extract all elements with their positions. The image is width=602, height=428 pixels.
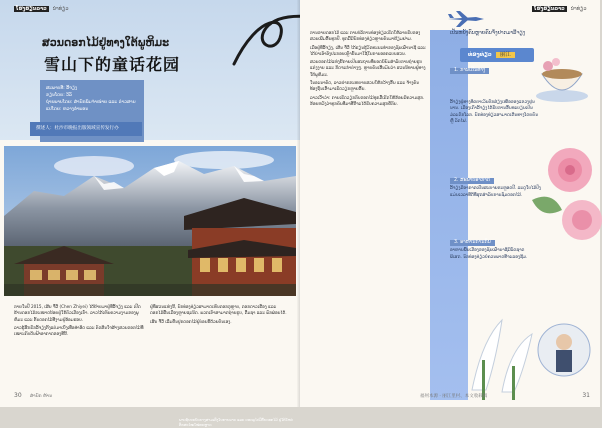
paragraph: ໃນອະນາຄົດ, ລາວຢາກຂະຫຍາຍສວນໃຫ້ກວ້າງຂຶ້ນ ແລະ ຈ້າງຄົນທ້ອງຖິ່ນເຂົ້າມາເຮັດວຽກຫຼາຍຂຶ້ນ. (310, 80, 419, 92)
sidebar-item-heading: 2. ສະພາບອາກາດ (450, 178, 494, 184)
info-translator: ແປໂດຍ: ຫວາງອຳພອນ (46, 107, 89, 112)
sidebar-heading: ເປັນຫຍັງຄົນຫຼາຍຄົນຈຶ່ງຢາກມາລີ້ຈຽງ (450, 30, 526, 36)
sidebar-item-text: ລີ້ຈຽງມີອາກາດເຢັນສະບາຍຕະຫຼອດປີ. ລະດູໃບໄມ້ປົ່ງແມ່ນເວລາທີ່ດີທີ່ສຸດສຳລັບການຊົມດອກໄມ້. (450, 186, 541, 198)
paragraph: ການຂາຍດອກໄມ້ ແລະ ການບໍລິການທ່ອງທ່ຽວເຮັດໃຫ້ລາຍຮັບຂອງສວນເພີ່ມຂຶ້ນທຸກປີ. ທຸກມື້ມີນັກທ່ອງທ່ຽວຫຼາຍຄົນມາຢ້ຽມຢາມ. (310, 30, 421, 42)
sidebar-tag-city: 丽江 (496, 52, 515, 58)
paragraph: ລາວຮູ້ສຶກຮັກລີ້ຈຽງຕັ້ງແຕ່ມາເບິ່ງເທື່ອທຳອິດ ແລະ ຕັດສິນໃຈສ້າງສວນດອກໄມ້ທີ່ເໝາະກັບດິນຟ້າອາກາດຂອງທີ່ນີ້. (14, 324, 144, 337)
info-photographer: ຖ່າຍພາບໂດຍ: ສຳນັກພິມຈຳໜ່າຍ ແລະ ຂ່າວສານ (46, 100, 136, 105)
paragraph: ລາວເວົ້າວ່າ: ການເຮັດວຽກກັບດອກໄມ້ທຸກມື້ເຮັດໃຫ້ຂ້ອຍມີຄວາມສຸກ. ຂ້ອຍຫວັງວ່າທຸກຄົນທີ່ມາທີ່ນີ້ຈະໄດ້ຮັບຄວາມສຸກຄືກັນ. (310, 94, 425, 106)
page-number-left: 30 (14, 392, 22, 399)
right-column-main (310, 30, 428, 109)
sidebar-item-body (450, 100, 542, 125)
paragraph: ເມື່ອຢູ່ທີ່ລີ້ຈຽງ, ເສີນ ຈື່ວີ່ ໄດ້ຮຽນຮູ້ວັດທະນະທຳຂອງຊົນເຜົ່ານາຊີ ແລະ ໄດ້ນຳເອົາອົງປະກອບເຫຼົ່ານັ້ນມາໃຊ້ໃນການອອກແບບສວນ. (310, 44, 426, 56)
sidebar-tag (460, 48, 534, 62)
footer-right: 福州本源 · 丽江里村、本文收载稿 (420, 394, 488, 399)
photo-caption: ພາບຊົນນະບົດນາງສາມເຄິ່ງໃນການລາຍ ແລະ ຍອດພູໄປມີຕົ້ນດອກໄມ້ ຢູ່ໃກ້ໃຫຍ່ ຕຶກສະໄໝໃໝ່ຕະຫຼາດ (179, 418, 293, 427)
sidebar-item (450, 240, 534, 261)
sidebar-item-text: ລີ້ຈຽງຢູ່ທາງທິດຕາເວັນຕົກສ່ຽງເໜືອຂອງແຂວງຢຸນນານ. ເມືອງເກົ່າລີ້ຈຽງໄດ້ຮັບການຂຶ້ນທະບຽນເປັນມໍລະດົກໂລກ. ນັກທ່ອງທ່ຽວສາມາດເດີນທາງໂດຍຍົນ ຫຼື ລົດໄຟ. (450, 100, 539, 124)
magazine-mark: ໂຮງຮຽນລາວ (16, 6, 47, 12)
sidebar-intro (450, 30, 570, 36)
paragraph: ສວນດອກໄມ້ແຫ່ງນີ້ກາຍເປັນສະຖານທີ່ຍອດນິຍົມສຳລັບການຖ່າຍຮູບແຕ່ງງານ ແລະ ກິດຈະກຳຕ່າງໆ. ຫຼາຍຄົນເອີ້ນມັນວ່າ ສວນນິທານຢູ່ທາງໃຕ້ພູຫິມະ. (310, 59, 426, 77)
paragraph: ຢູ່ທີ່ສວນແຫ່ງນີ້, ນັກທ່ອງທ່ຽວສາມາດເຫັນດອກກຸຫຼາບ, ດອກດາວເຮືອງ ແລະ ດອກໄມ້ພື້ນເມືອງຫຼາຍຊະນິດ. ພວກເຂົາສາມາດຖ່າຍຮູບ, ດື່ມຊາ ແລະ ພັກຜ່ອນໄດ້. (150, 304, 287, 316)
info-location: ສະພາບທີ່: ລີ້ຈຽງ (46, 86, 78, 91)
paragraph: ເສີນ ຈື່ວີ່ ເລີ່ມຕົ້ນປູກດອກໄມ້ຢູ່ບ່ອນນີ້ດ້ວຍຕົນເອງ. (150, 318, 232, 324)
footer-left: ສຳນັກ ຫ້ານ (30, 394, 53, 399)
page-number-right: 31 (582, 392, 590, 399)
left-column-2 (150, 304, 288, 327)
rose-flowers-icon (532, 140, 600, 250)
article-title-cn: 雪山下的童话花园 (44, 55, 181, 74)
airplane-icon (446, 10, 486, 28)
calla-lily-photo-icon (462, 300, 602, 400)
left-page-header (14, 6, 68, 12)
left-column-1 (14, 304, 144, 339)
teacup-icon (532, 56, 592, 106)
info-author: ຂຽນໂດຍ: ວິລ໌ (46, 93, 72, 98)
sidebar-tag-label: ທ່ອງທ່ຽວ (468, 52, 492, 58)
section-label: ນຳທ່ຽວ (570, 6, 587, 12)
section-label: ນຳທ່ຽວ (52, 6, 69, 12)
sidebar-item (450, 178, 542, 199)
sidebar-item-text: ອາຫານພື້ນເມືອງຂອງຊົນເຜົ່ານາຊີມີລົດຊາດພິເສດ. ນັກທ່ອງທ່ຽວບໍ່ຄວນພາດທີ່ຈະລອງຊີມ. (450, 248, 528, 260)
paragraph: ກາຍໃນປີ 2015, ເສີນ ຈື່ວີ່ (Chen Zhiyei) ໄດ້ຍ້າຍມາຢູ່ທີ່ລີ້ຈຽງ ແລະ ເປີດຮ້ານດອກໄມ້ຂະໜາດນ້ອຍຢູ່ໃກ້ຕົວເມືອງເກົ່າ. ລາວໄດ້ເຫັນຄວາມງາມຂອງພູຫິມະ ແລະ ຕົ້ນດອກໄມ້ທີ່ງາມຢູ່ອ້ອມຮອບ. (14, 304, 141, 322)
credit-banner: 撰述人：杜沙市晚报出版领域宣传发行办 (30, 122, 142, 136)
sidebar-item-heading: 3. ອາຫານການກິນ (450, 240, 495, 246)
sidebar-item (450, 68, 530, 76)
right-page (300, 0, 600, 407)
magazine-mark: ໂຮງຮຽນລາວ (534, 6, 565, 12)
article-title-lao: ສວນດອກໄມ້ຢູ່ທາງໃຕ້ພູຫິມະ (42, 36, 170, 49)
right-page-header (532, 6, 586, 12)
sidebar-item-heading: 1. ການເດີນທາງ (450, 68, 489, 74)
